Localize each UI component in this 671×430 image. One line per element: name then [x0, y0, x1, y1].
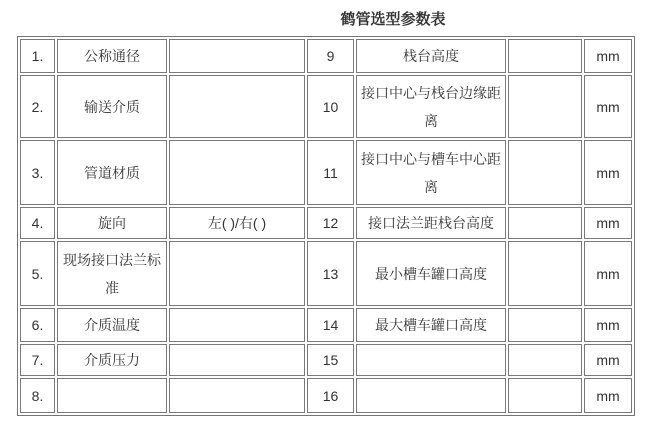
param-value-right — [508, 308, 582, 342]
unit-cell: mm — [584, 207, 632, 239]
param-value-left — [169, 378, 305, 413]
param-label-left — [57, 378, 167, 413]
row-number-right: 16 — [307, 378, 354, 413]
row-number-right: 12 — [307, 207, 354, 239]
page-title: 鹤管选型参数表 — [340, 11, 446, 28]
row-number-right: 15 — [307, 344, 354, 376]
table-row — [20, 140, 632, 205]
unit-cell: mm — [584, 344, 632, 376]
row-number-right: 14 — [307, 308, 354, 342]
param-value-right — [508, 75, 582, 138]
param-value-right — [508, 39, 582, 73]
param-label-right: 接口中心与槽车中心距离 — [356, 140, 506, 205]
table-row — [20, 75, 632, 138]
unit-cell: mm — [584, 241, 632, 306]
param-value-left — [169, 308, 305, 342]
row-number-right: 11 — [307, 140, 354, 205]
table-row — [20, 241, 632, 306]
param-value-left — [169, 241, 305, 306]
unit-cell: mm — [584, 75, 632, 138]
unit-cell: mm — [584, 308, 632, 342]
param-value-left — [169, 140, 305, 205]
table-row — [20, 207, 632, 239]
table-row — [20, 308, 632, 342]
table-row — [20, 344, 632, 376]
param-label-left: 介质压力 — [57, 344, 167, 376]
row-number-left: 4. — [20, 207, 55, 239]
row-number-left: 6. — [20, 308, 55, 342]
unit-cell: mm — [584, 140, 632, 205]
param-value-left — [169, 344, 305, 376]
param-label-right: 栈台高度 — [356, 39, 506, 73]
unit-cell: mm — [584, 39, 632, 73]
param-label-right: 接口中心与栈台边缘距离 — [356, 75, 506, 138]
param-label-left: 公称通径 — [57, 39, 167, 73]
row-number-right: 9 — [307, 39, 354, 73]
row-number-left: 5. — [20, 241, 55, 306]
table-row — [20, 378, 632, 413]
param-label-right — [356, 344, 506, 376]
param-value-right — [508, 207, 582, 239]
param-value-left: 左( )/右( ) — [169, 207, 305, 239]
row-number-left: 2. — [20, 75, 55, 138]
param-label-left: 输送介质 — [57, 75, 167, 138]
param-value-right — [508, 378, 582, 413]
param-value-left — [169, 39, 305, 73]
param-label-left: 现场接口法兰标准 — [57, 241, 167, 306]
param-value-left — [169, 75, 305, 138]
row-number-left: 7. — [20, 344, 55, 376]
param-label-right: 接口法兰距栈台高度 — [356, 207, 506, 239]
param-value-right — [508, 241, 582, 306]
unit-cell: mm — [584, 378, 632, 413]
row-number-left: 1. — [20, 39, 55, 73]
param-label-left: 旋向 — [57, 207, 167, 239]
param-value-right — [508, 344, 582, 376]
row-number-right: 10 — [307, 75, 354, 138]
param-label-right: 最小槽车罐口高度 — [356, 241, 506, 306]
param-value-right — [508, 140, 582, 205]
param-label-right — [356, 378, 506, 413]
row-number-left: 8. — [20, 378, 55, 413]
param-label-left: 介质温度 — [57, 308, 167, 342]
row-number-left: 3. — [20, 140, 55, 205]
param-label-left: 管道材质 — [57, 140, 167, 205]
parameter-table — [17, 36, 635, 416]
param-label-right: 最大槽车罐口高度 — [356, 308, 506, 342]
row-number-right: 13 — [307, 241, 354, 306]
table-row — [20, 39, 632, 73]
